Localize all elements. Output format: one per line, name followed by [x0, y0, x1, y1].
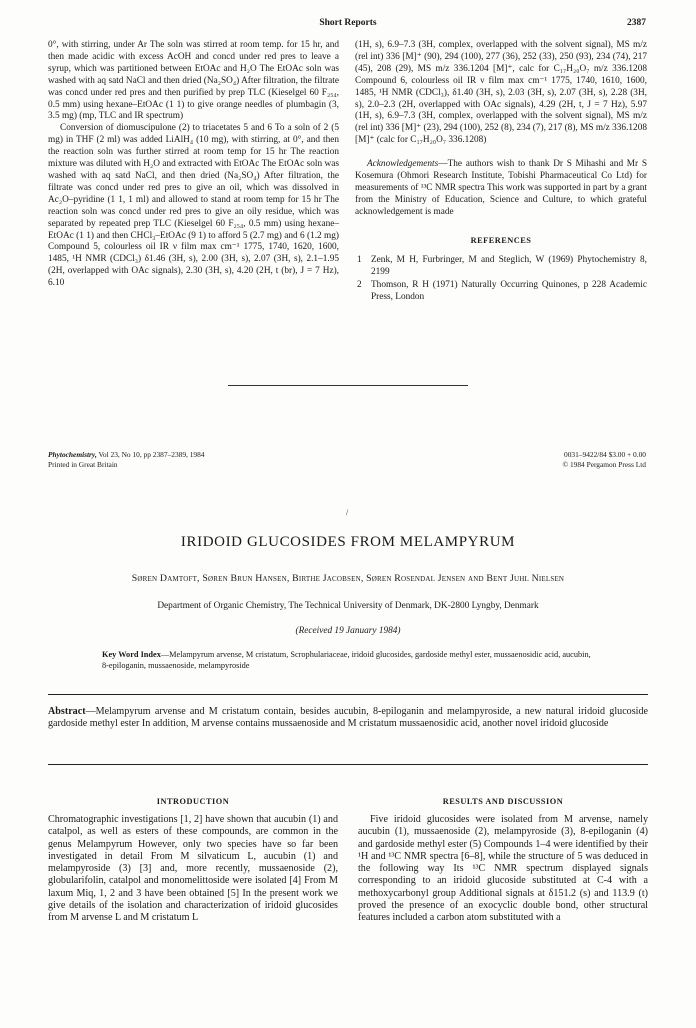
article-authors: Søren Damtoft, Søren Brun Hansen, Birthe Jacobsen, Søren Rosendal Jensen and Bent Juhl Nielsen — [131, 573, 565, 584]
section-divider — [228, 385, 468, 386]
acknowledgements — [355, 159, 647, 219]
stray-mark: / — [346, 508, 349, 517]
introduction-text: Chromatographic investigations [1, 2] have shown that aucubin (1) and catalpol, as well as esters of these compounds, are common in the genus Melampyrum However, only two species have so far been investigated in detail From M silvaticum L, aucubin (1) and melampyroside (3) [3] and, more recently, mussaenoside (2), globularifolin, catalpol and monomelittoside were isolated [4] From M laxum Miq, 1, 2 and 3 have been obtained [5] In the present work we give details of the isolation and characterization of iridoid glucosides from M arvense L and M cristatum L — [48, 814, 338, 924]
journal-name: Phytochemistry, — [48, 450, 97, 459]
reference-item — [355, 255, 647, 279]
abstract — [48, 706, 648, 731]
reference-item — [355, 280, 647, 304]
printed-in: Printed in Great Britain — [48, 459, 118, 469]
keyword-index — [102, 650, 594, 671]
results-column — [358, 814, 648, 925]
reference-number: 1 — [357, 254, 362, 265]
abstract-text: —Melampyrum arvense and M cristatum contain, besides aucubin, 8-epiloganin and melampyroside, a new natural iridoid glucoside gardoside methyl ester In addition, M arvense contains mussaenoside and M cristatum mussaenosidic acid, another novel iridoid glucoside — [48, 706, 648, 730]
received-date: (Received 19 January 1984) — [295, 626, 401, 636]
issn: 0031–9422/84 $3.00 + 0.00 — [564, 450, 646, 459]
abstract-top-rule — [48, 694, 648, 695]
acknowledgements-label: Acknowledgements — [367, 159, 439, 170]
experimental-paragraph: (1H, s), 6.9–7.3 (3H, complex, overlapped with the solvent signal), MS m/z (rel int) 336 [M]⁺ (90), 294 (100), 277 (36), 252 (33), 250 (93), 234 (74), 217 (45), 208 (29), MS m/z 336.1204 [M]⁺, calc for C₁₇H₂₀O₇ m/z 336.1208 Compound 6, colourless oil IR ν film max cm⁻¹ 1775, 1740, 1610, 1600, 1485, ¹H NMR (CDCl₃), δ1.40 (3H, s), 2.03 (3H, s), 2.07 (3H, s), 2.28 (3H, s), 2.0–2.3 (2H, overlapped with OAc signals), 4.29 (2H, t, J = 7 Hz), 5.97 (1H, s), 6.9–7.3 (3H, complex, overlapped with the solvent signal), MS m/z (rel int) 336 [M]⁺ (23), 294 (100), 252 (8), 234 (7), 217 (8), MS m/z 336.1208 [M]⁺ (calc for C₁₇H₂₀O₇ 336.1208) — [355, 40, 647, 146]
reference-number: 2 — [357, 280, 362, 291]
keyword-text: —Melampyrum arvense, M cristatum, Scrophulariaceae, iridoid glucosides, gardoside methyl ester, mussaenosidic acid, aucubin, 8-epiloganin, mussaenoside, melampyroside — [102, 650, 591, 670]
references-heading: REFERENCES — [470, 235, 532, 245]
results-heading: RESULTS AND DISCUSSION — [442, 797, 564, 806]
copyright: © 1984 Pergamon Press Ltd — [562, 459, 646, 469]
keyword-label: Key Word Index — [102, 650, 161, 659]
top-right-column — [355, 40, 647, 306]
results-text: Five iridoid glucosides were isolated from M arvense, namely aucubin (1), mussaenoside (2), melampyroside (3), 8-epiloganin (4) and gardoside methyl ester (5) Compounds 1–4 were identified by their ¹H and ¹³C NMR spectra [6–8], while the structure of 5 was deduced in the following way Its ¹³C NMR spectrum displayed signals corresponding to an iridoid glucoside substituted at C-4 with a methoxycarbonyl group Additional signals at δ151.2 (s) and 113.9 (t) proved the presence of an exocyclic double bond, other structural features included a carbon atom substituted with a — [358, 814, 648, 924]
introduction-column — [48, 814, 338, 925]
journal-issn-block — [563, 450, 647, 469]
running-head — [0, 18, 696, 32]
abstract-label: Abstract — [48, 706, 86, 717]
journal-volume: Vol 23, No 10, pp 2387–2389, 1984 — [98, 450, 205, 459]
acknowledgements-text: —The authors wish to thank Dr S Mihashi and Mr S Kosemura (Ohmori Research Institute, Tobishi Pharmaceutical Co Ltd) for measurements of ¹³C NMR spectra This work was supported in part by a grant from the Ministry of Education, Science and Culture, to which grateful acknowledgement is made — [355, 159, 647, 217]
top-left-column — [48, 40, 339, 290]
article-affiliation: Department of Organic Chemistry, The Technical University of Denmark, DK-2800 Lyngby, Denmark — [157, 601, 539, 611]
page-number: 2387 — [627, 18, 646, 28]
journal-citation — [48, 450, 205, 469]
article-title: IRIDOID GLUCOSIDES FROM MELAMPYRUM — [180, 534, 516, 550]
experimental-paragraph: Conversion of diomuscipulone (2) to triacetates 5 and 6 To a soln of 2 (5 mg) in THF (2 ml) was added LiAlH₄ (10 mg), with stirring, at 0°, and then the reaction soln was further stirred at room temp for 15 hr The reaction mixture was diluted with H₂O and extracted with EtOAc The EtOAc soln was washed with aq satd NaCl, and then dried (Na₂SO₄) After filtration, the filtrate was concd under red pres to give an oil, which was dissolved in Ac₂O–pyridine (1 1, 1 ml) and allowed to stand at room temp for 15 hr The reaction soln was concd under red pres to give an oily residue, which was separated by repeated prep TLC (Kieselgel 60 F₂₅₄, 0.5 mm) using hexane–EtOAc (1 1) and then CHCl₃–EtOAc (9 1) to afford 5 (2.7 mg) and 6 (1.2 mg) Compound 5, colourless oil IR ν film max cm⁻¹ 1775, 1740, 1620, 1600, 1485, ¹H NMR (CDCl₃) δ1.46 (3H, s), 2.00 (3H, s), 2.07 (3H, s), 2.1–1.95 (2H, overlapped with OAc signals), 2.30 (3H, s), 4.20 (2H, t (br), J = 7 Hz), 6.10 — [48, 123, 339, 289]
abstract-bottom-rule — [48, 764, 648, 765]
reference-text: Thomson, R H (1971) Naturally Occurring Quinones, p 228 Academic Press, London — [371, 280, 647, 303]
introduction-heading: INTRODUCTION — [156, 797, 230, 806]
experimental-paragraph: 0°, with stirring, under Ar The soln was stirred at room temp. for 15 hr, and then made acidic with excess AcOH and concd under red pres to leave a syrup, which was partitioned between EtOAc and H₂O The EtOAc soln was washed with aq satd NaCl and then dried (Na₂SO₄) After filtration, the filtrate was concd under red pres and then purified by prep TLC (Kieselgel 60 F₂₅₄, 0.5 mm) using hexane–EtOAc (1 1) to give orange needles of plumbagin (3, 3.5 mg) (mp, TLC and IR spectrum) — [48, 40, 339, 122]
running-head-title: Short Reports — [319, 18, 377, 28]
reference-text: Zenk, M H, Furbringer, M and Steglich, W (1969) Phytochemistry 8, 2199 — [371, 254, 647, 277]
